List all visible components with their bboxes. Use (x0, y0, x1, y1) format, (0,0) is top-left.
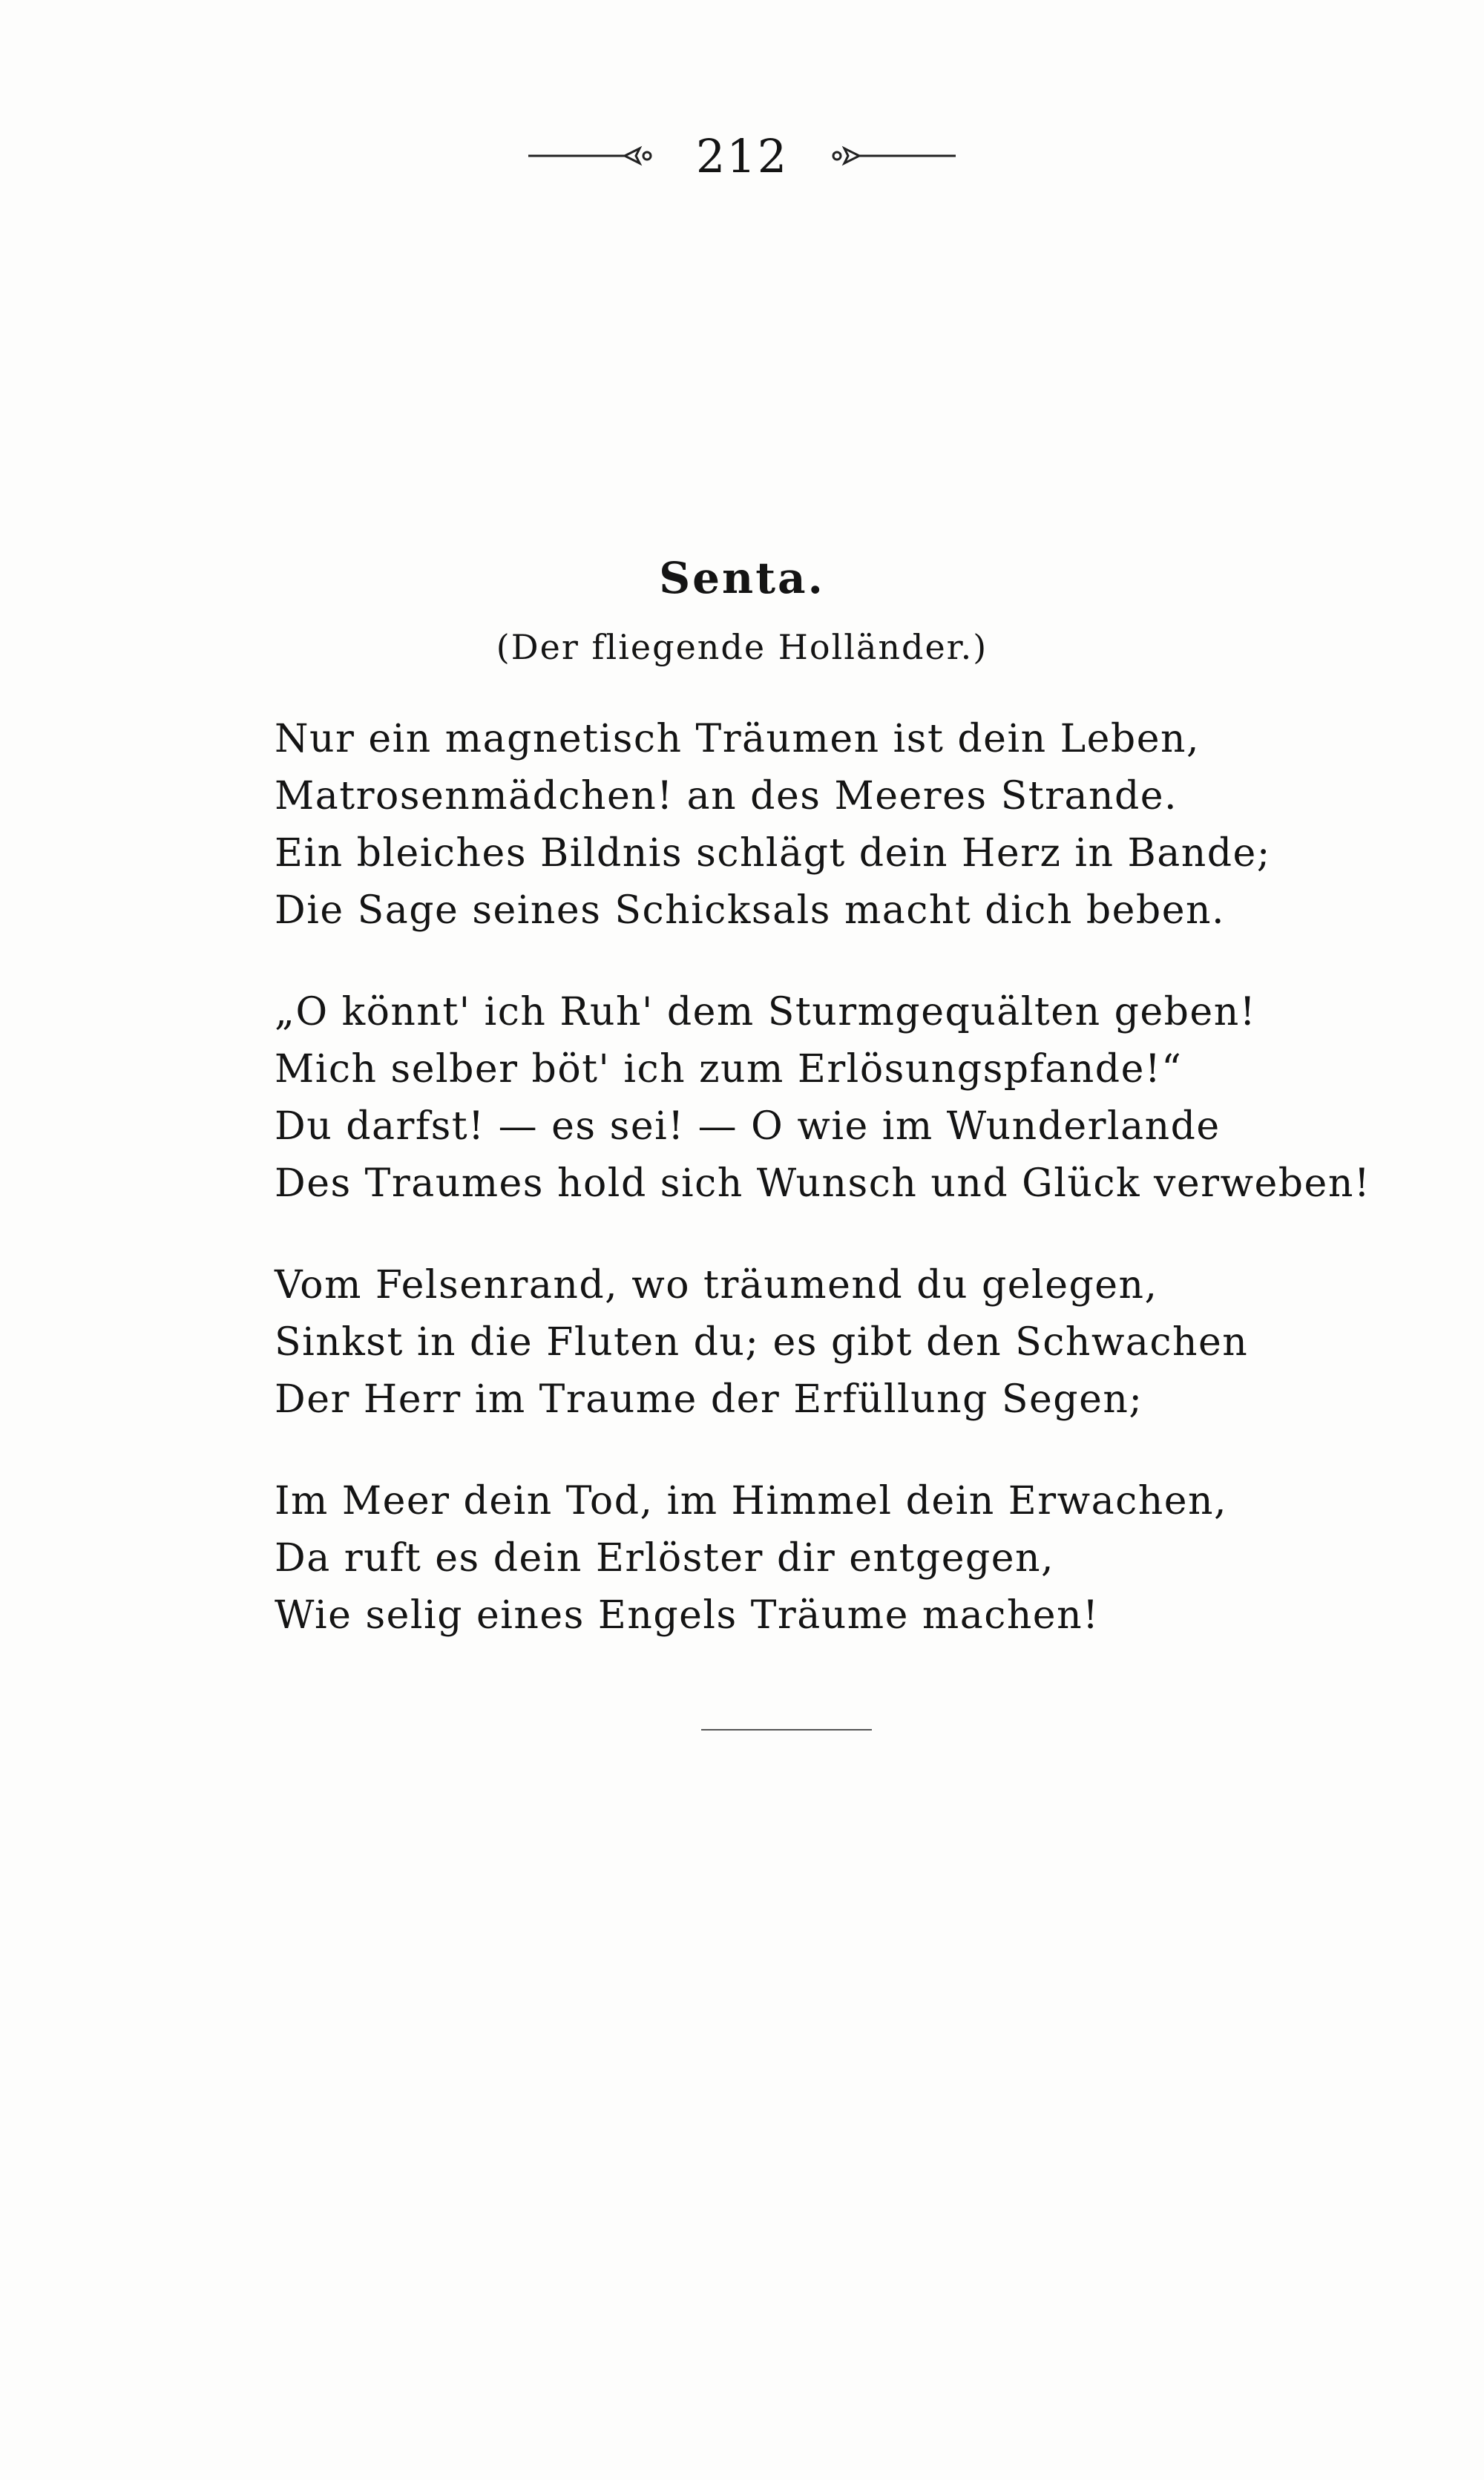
page-number: 212 (695, 128, 789, 183)
verse-line: Der Herr im Traume der Erfüllung Segen; (275, 1377, 1143, 1422)
verse-line: Wie selig eines Engels Träume machen! (275, 1593, 1100, 1638)
page-header (0, 126, 1484, 186)
stanza-4 (275, 1473, 1358, 1644)
verse-line: Da ruft es dein Erlöster dir entgegen, (275, 1536, 1055, 1581)
poem-subtitle: (Der fliegende Holländer.) (496, 627, 988, 667)
end-rule-divider (701, 1729, 872, 1731)
verse-line: Des Traumes hold sich Wunsch und Glück verweben! (275, 1161, 1371, 1206)
stanza-1 (275, 711, 1358, 939)
verse-line: Mich selber böt' ich zum Erlösungspfande!“ (275, 1047, 1183, 1092)
verse-line: Matrosenmädchen! an des Meeres Strande. (275, 774, 1178, 819)
verse-line: Du darfst! — es sei! — O wie im Wunderlande (275, 1104, 1221, 1149)
verse-line: Im Meer dein Tod, im Himmel dein Erwachen, (275, 1479, 1228, 1523)
right-ornament-icon (822, 141, 956, 171)
verse-line: Sinkst in die Fluten du; es gibt den Schwachen (275, 1320, 1249, 1365)
verse-line: Vom Felsenrand, wo träumend du gelegen, (275, 1263, 1158, 1308)
verse-line: Nur ein magnetisch Träumen ist dein Leben, (275, 717, 1200, 761)
left-ornament-icon (528, 141, 662, 171)
stanza-2 (275, 984, 1371, 1213)
poem-title: Senta. (659, 553, 825, 603)
verse-line: Die Sage seines Schicksals macht dich beben. (275, 888, 1225, 933)
verse-line: „O könnt' ich Ruh' dem Sturmgequälten geben! (275, 990, 1257, 1034)
stanza-3 (275, 1257, 1358, 1428)
verse-line: Ein bleiches Bildnis schlägt dein Herz in Bande; (275, 831, 1271, 876)
poem-body (275, 711, 1371, 1689)
